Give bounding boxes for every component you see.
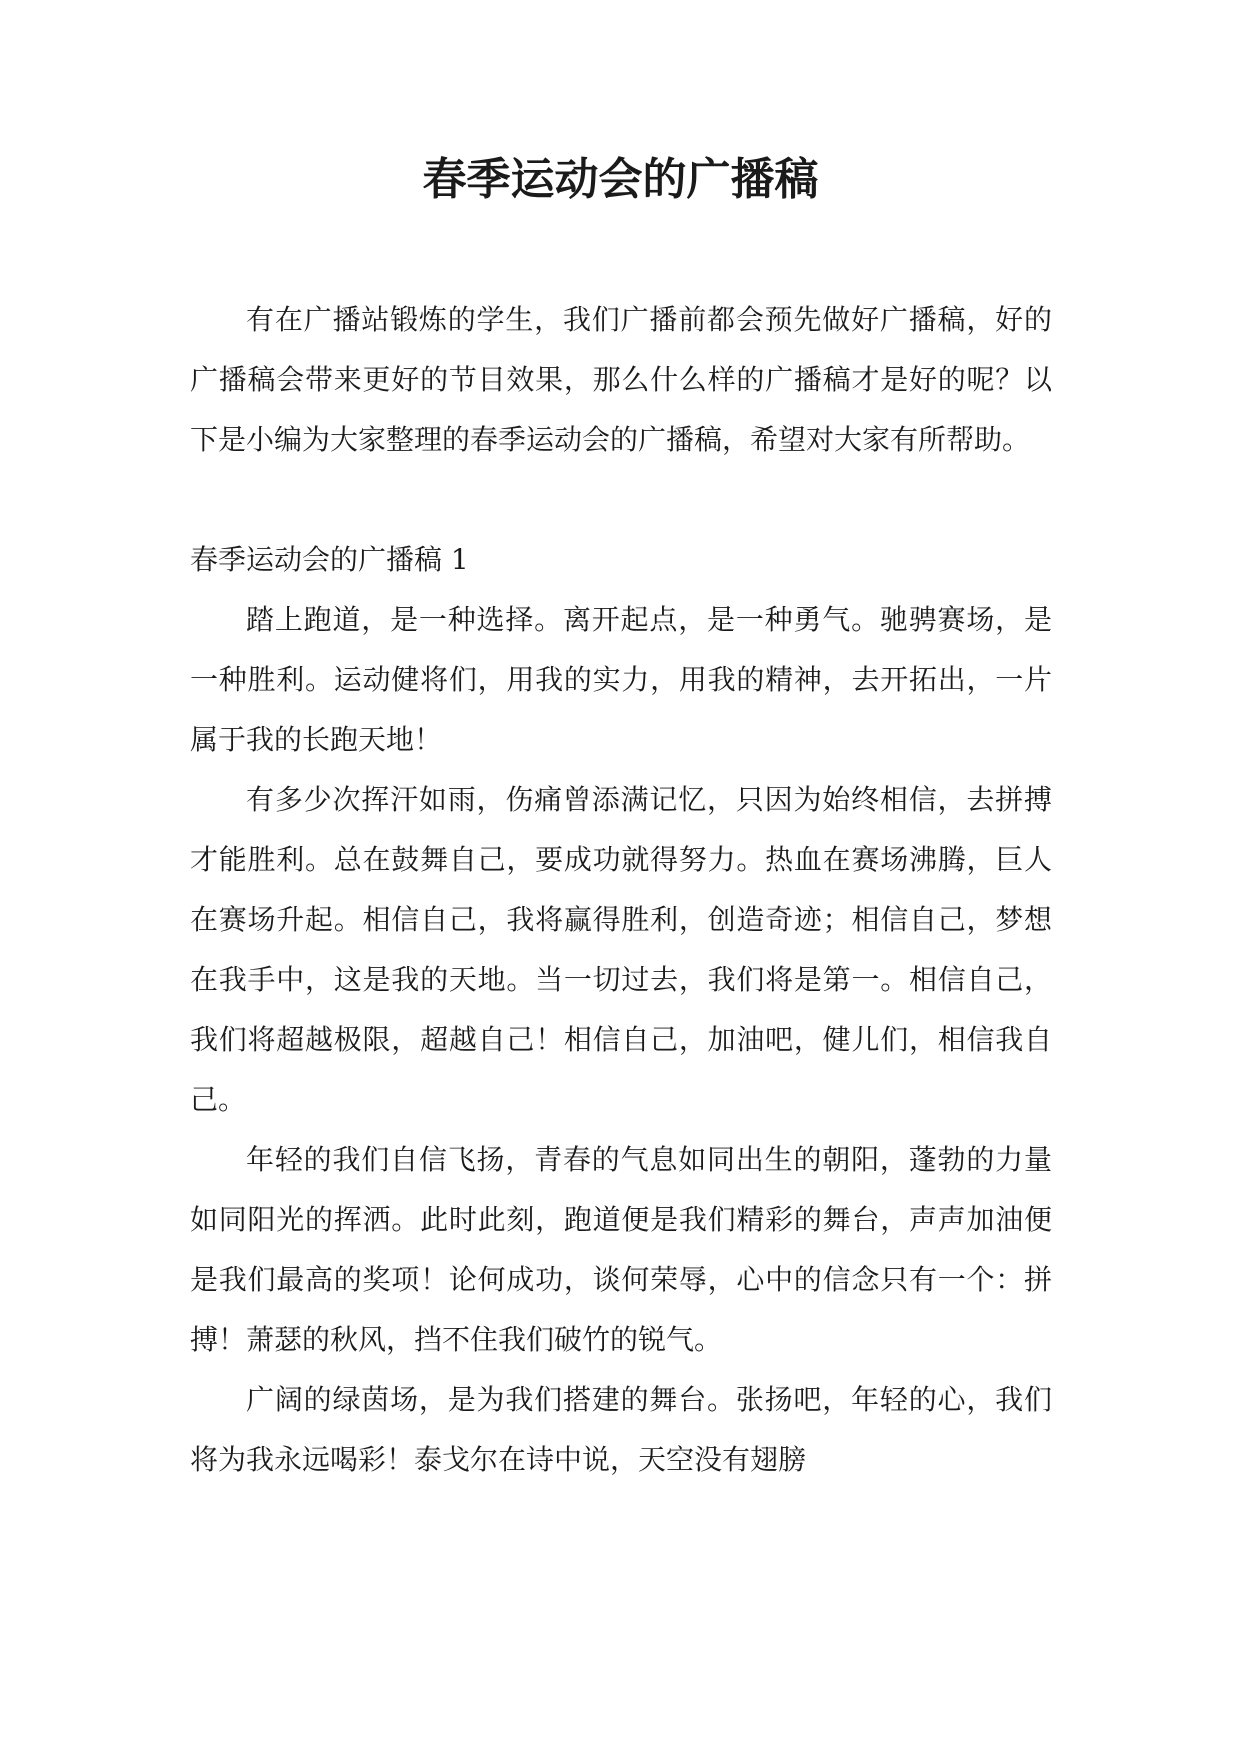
section-heading: 春季运动会的广播稿 1 [190, 543, 469, 576]
body-paragraph: 年轻的我们自信飞扬，青春的气息如同出生的朝阳，蓬勃的力量如同阳光的挥洒。此时此刻，跑道便是我们精彩的舞台，声声加油便是我们最高的奖项！论何成功，谈何荣辱，心中的信念只有一个：拼搏！萧瑟的秋风，挡不住我们破竹的锐气。 [190, 1143, 1052, 1356]
body-paragraph: 有多少次挥汗如雨，伤痛曾添满记忆，只因为始终相信，去拼搏才能胜利。总在鼓舞自己，要成功就得努力。热血在赛场沸腾，巨人在赛场升起。相信自己，我将赢得胜利，创造奇迹；相信自己，梦想在我手中，这是我的天地。当一切过去，我们将是第一。相信自己，我们将超越极限，超越自己！相信自己，加油吧，健儿们，相信我自己。 [190, 783, 1052, 1116]
document-body [190, 290, 1052, 1490]
intro-paragraph: 有在广播站锻炼的学生，我们广播前都会预先做好广播稿，好的广播稿会带来更好的节目效果，那么什么样的广播稿才是好的呢？以下是小编为大家整理的春季运动会的广播稿，希望对大家有所帮助。 [190, 303, 1052, 456]
body-paragraph: 广阔的绿茵场，是为我们搭建的舞台。张扬吧，年轻的心，我们将为我永远喝彩！泰戈尔在诗中说，天空没有翅膀 [190, 1383, 1052, 1476]
body-paragraph: 踏上跑道，是一种选择。离开起点，是一种勇气。驰骋赛场，是一种胜利。运动健将们，用我的实力，用我的精神，去开拓出，一片属于我的长跑天地！ [190, 603, 1052, 756]
document-title: 春季运动会的广播稿 [422, 154, 819, 205]
